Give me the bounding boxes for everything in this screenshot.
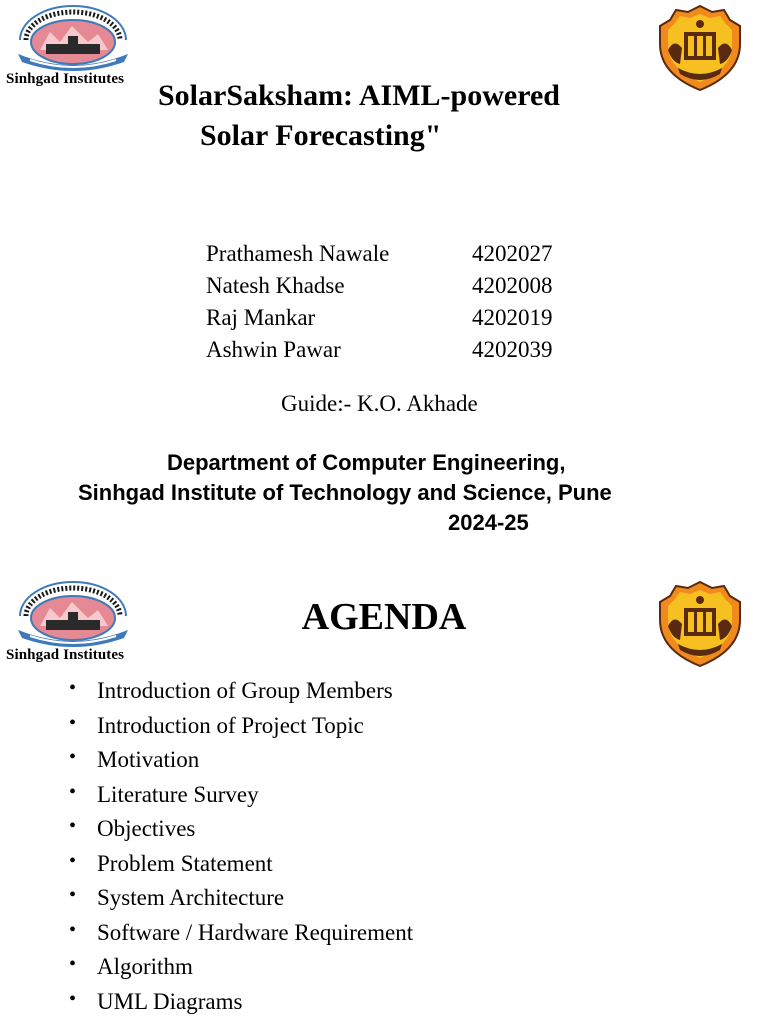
- list-item: • Objectives: [69, 815, 196, 841]
- agenda-item-label: Introduction of Project Topic: [97, 712, 364, 738]
- sinhgad-logo: [6, 2, 140, 88]
- member-name: Prathamesh Nawale: [206, 241, 390, 266]
- department-name: Department of Computer Engineering,: [167, 450, 566, 475]
- list-item: • Motivation: [69, 746, 200, 772]
- presentation-title: [158, 76, 638, 156]
- member-row: [206, 238, 553, 270]
- guide-name: Guide:- K.O. Akhade: [281, 391, 478, 416]
- member-id: 4202027: [472, 241, 553, 266]
- agenda-item-label: Objectives: [97, 816, 196, 841]
- member-row: [206, 302, 553, 334]
- list-item: • Introduction of Group Members: [69, 677, 393, 703]
- member-id: 4202019: [472, 305, 553, 330]
- list-item: • Software / Hardware Requirement: [69, 918, 414, 945]
- agenda-item-label: Introduction of Group Members: [97, 678, 393, 703]
- member-row: [206, 334, 553, 366]
- logo-caption: Sinhgad Institutes: [6, 647, 125, 663]
- institute-name: Sinhgad Institute of Technology and Science, Pune: [78, 480, 612, 505]
- list-item: • Introduction of Project Topic: [69, 711, 364, 738]
- university-emblem: [654, 4, 746, 94]
- member-name: Ashwin Pawar: [206, 337, 341, 362]
- member-id: 4202039: [472, 337, 553, 362]
- title-line-2: Solar Forecasting": [200, 119, 442, 152]
- agenda-item-label: Algorithm: [97, 954, 193, 979]
- agenda-item-label: UML Diagrams: [97, 988, 243, 1014]
- agenda-item-label: Literature Survey: [97, 781, 259, 807]
- agenda-title: AGENDA: [301, 596, 467, 638]
- agenda-item-label: Motivation: [97, 747, 200, 772]
- member-list: [206, 238, 553, 366]
- agenda-slide: [0, 576, 768, 1024]
- agenda-item-label: System Architecture: [97, 885, 285, 910]
- logo-caption: Sinhgad Institutes: [6, 71, 125, 87]
- agenda-list: [66, 676, 413, 1021]
- university-emblem-icon: [654, 4, 746, 94]
- list-item: • System Architecture: [69, 884, 285, 910]
- list-item: • UML Diagrams: [69, 987, 243, 1014]
- title-line-1: SolarSaksham: AIML-powered: [158, 79, 560, 112]
- member-id: 4202008: [472, 273, 553, 298]
- member-row: [206, 270, 553, 302]
- list-item: • Literature Survey: [69, 780, 259, 807]
- member-name: Natesh Khadse: [206, 273, 345, 298]
- agenda-item-label: Problem Statement: [97, 850, 273, 876]
- agenda-item-label: Software / Hardware Requirement: [97, 919, 414, 945]
- sinhgad-logo-icon: [10, 2, 136, 72]
- list-item: • Problem Statement: [69, 849, 273, 876]
- list-item: • Algorithm: [69, 953, 193, 979]
- member-name: Raj Mankar: [206, 305, 316, 330]
- academic-year: 2024-25: [448, 510, 529, 535]
